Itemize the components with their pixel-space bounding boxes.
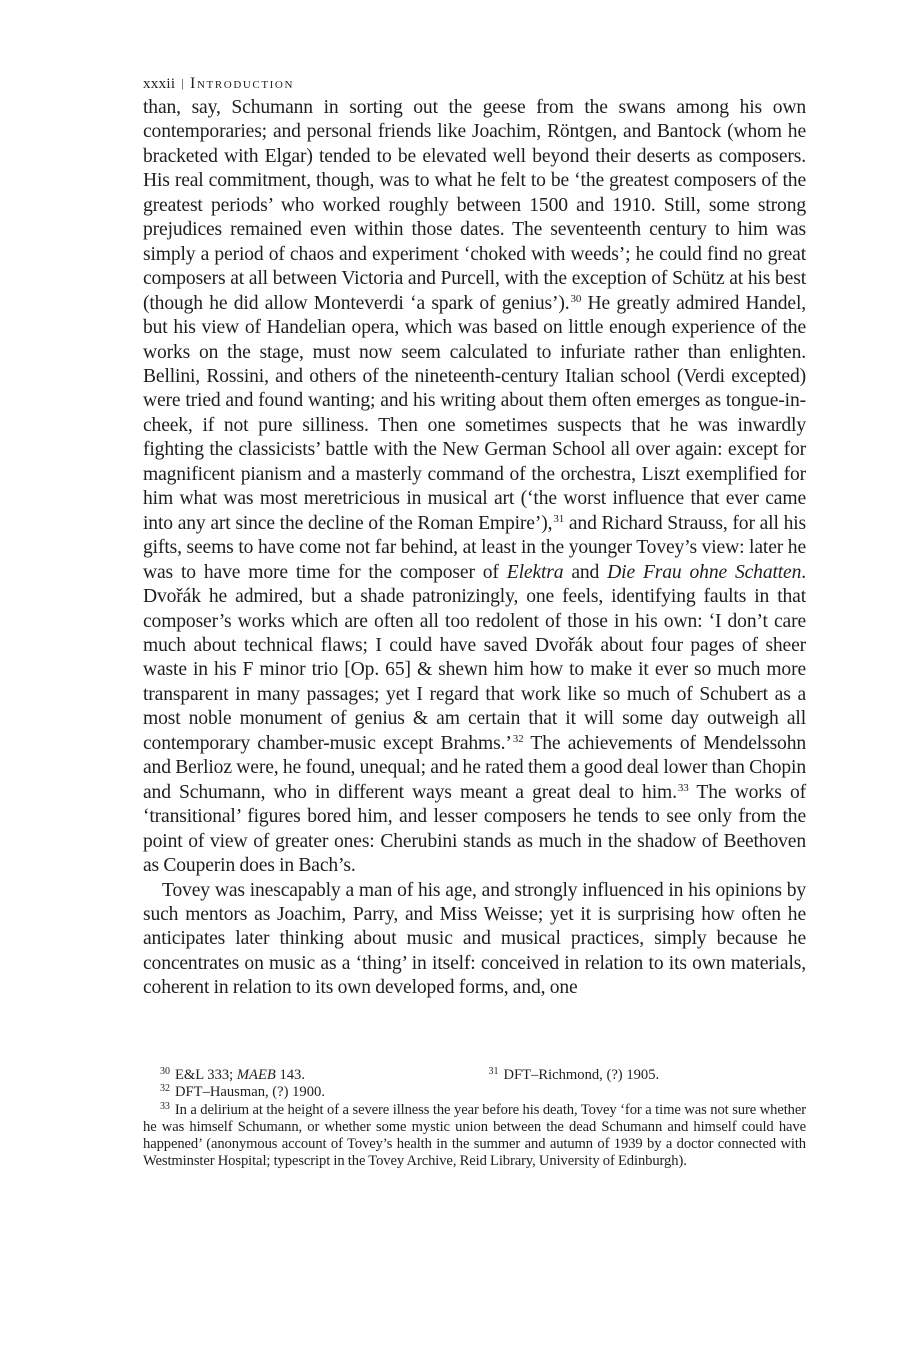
footnote-30 [143, 1067, 475, 1084]
book-page [143, 72, 806, 1001]
footnotes [143, 1067, 806, 1171]
header-separator: | [181, 76, 185, 90]
paragraph-1 [143, 96, 806, 879]
footnote-ref-33[interactable]: 33 [677, 781, 689, 794]
footnote-ref-30[interactable]: 30 [570, 292, 582, 305]
footnote-text: In a delirium at the height of a severe illness the year before his death, Tovey ‘for a time was not sure whether he was himself Schumann, or whether some mystic union between the dead Schumann and himself could have happened’ (anonymous account of Tovey’s health in the summer and autumn of 1939 by a doctor connected with Westminster Hospital; typescript in the Tovey Archive, Reid Library, University of Edinburgh). [143, 1101, 806, 1170]
footnote-ref-31[interactable]: 31 [553, 512, 565, 525]
work-title-die-frau-ohne-schatten: Die Frau ohne Schatten [607, 561, 802, 583]
footnote-number: 32 [160, 1083, 170, 1095]
footnote-31 [475, 1067, 807, 1084]
text-run: than, say, Schumann in sorting out the geese from the swans among his own contemporaries; and personal friends like Joachim, Röntgen, and Bantock (whom he bracketed with Elgar) tended to be elevated well beyond their deserts as composers. His real commitment, though, was to what he felt to be ‘the greatest composers of the greatest periods’ who worked roughly between 1500 and 1910. Still, some strong prejudices remained even within those dates. The seventeenth century to him was simply a period of chaos and experiment ‘choked with weeds’; he could find no great composers at all between Victoria and Purcell, with the exception of Schütz at his best (though he did allow Monteverdi ‘a spark of genius’). [143, 97, 806, 314]
text-run: and [563, 561, 608, 583]
body-text [143, 96, 806, 1001]
footnote-number: 33 [160, 1100, 170, 1112]
footnote-ref-32[interactable]: 32 [512, 732, 524, 745]
work-title-elektra: Elektra [506, 561, 564, 583]
footnote-text: 143. [275, 1067, 305, 1083]
footnote-text: DFT–Hausman, (?) 1900. [175, 1084, 325, 1101]
footnote-33 [143, 1102, 806, 1171]
footnote-number: 31 [488, 1066, 499, 1077]
paragraph-2: Tovey was inescapably a man of his age, and strongly influenced in his opinions by such mentors as Joachim, Parry, and Miss Weisse; yet it is surprising how often he anticipates later thinking about music and musical practices, simply because he concentrates on music as a ‘thing’ in itself: conceived in relation to its own materials, coherent in relation to its own developed forms, and, one [143, 879, 806, 999]
footnote-row [143, 1067, 806, 1084]
text-run: The achievements of Mendelssohn and Berlioz were, he found, unequal; and he rated them a good deal lower than Chopin and Schumann, who in different ways meant a great deal to him. [143, 732, 806, 803]
footnote-number: 30 [160, 1066, 170, 1077]
section-title: Introduction [190, 75, 295, 92]
text-run: The works of ‘transitional’ figures bored him, and lesser composers he tends to see only from the point of view of greater ones: Cherubini stands as much in the shadow of Beethoven as Couperin does in Bach’s. [143, 781, 806, 877]
page-number: xxxii [143, 76, 176, 92]
footnote-abbrev: MAEB [236, 1067, 276, 1083]
running-head [143, 72, 806, 94]
text-run: and Richard Strauss, for all his gifts, seems to have come not far behind, at least in the younger Tovey’s view: later he was to have more time for the composer of [143, 512, 806, 583]
footnote-32 [143, 1084, 806, 1101]
text-run: He greatly admired Handel, but his view of Handelian opera, which was based on little enough experience of the works on the stage, must now seem calculated to infuriate rather than enlighten. Bellini, Rossini, and others of the nineteenth-century Italian school (Verdi excepted) were tried and found wanting; and his writing about them often emerges as tongue-in-cheek, if not pure silliness. Then one sometimes suspects that he was inwardly fighting the classicists’ battle with the New German School all over again: except for magnificent pianism and a masterly command of the orchestra, Liszt exemplified for him what was most meretricious in musical art (‘the worst influence that ever came into any art since the decline of the Roman Empire’), [143, 292, 806, 534]
footnote-text: E&L 333; [175, 1067, 237, 1083]
footnote-text: DFT–Richmond, (?) 1905. [503, 1067, 660, 1083]
text-run: . Dvořák he admired, but a shade patronizingly, one feels, identifying faults in that composer’s works which are often all too redolent of those in his own: ‘I don’t care much about technical flaws; I could have saved Dvořák about four pages of sheer waste in his F minor trio [Op. 65] & shewn him how to make it ever so much more transparent in many passages; yet I regard that work like so much of Schubert as a most noble monument of genius & am certain that it will some day outweigh all contemporary chamber-music except Brahms.’ [143, 561, 806, 754]
